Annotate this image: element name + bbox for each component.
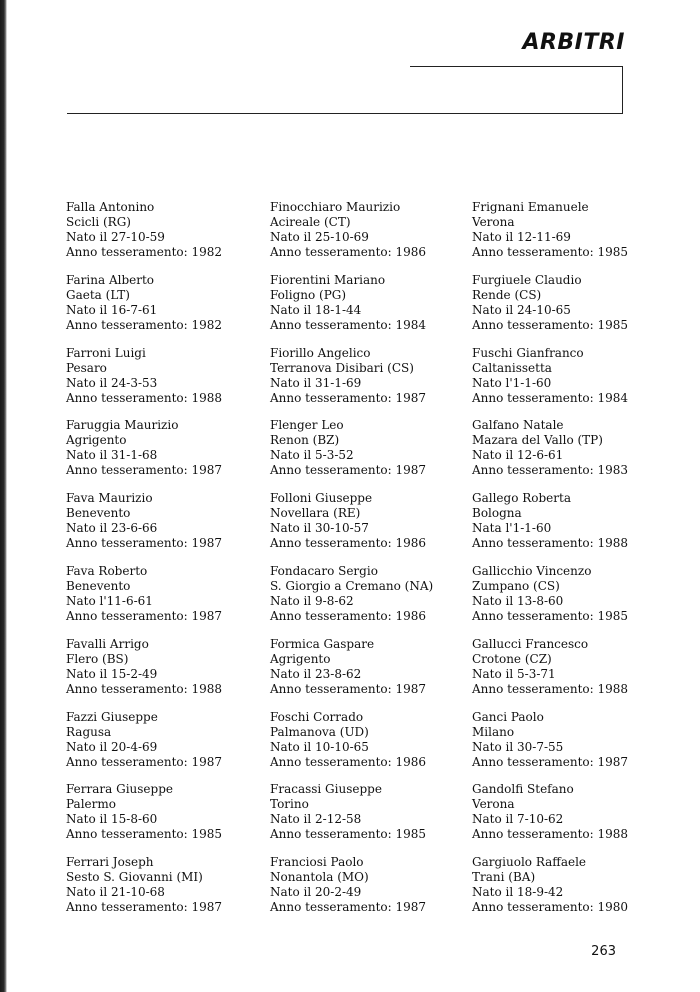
- referee-registration-year: Anno tesseramento: 1987: [66, 609, 223, 623]
- referee-birthdate: Nato il 24-10-65: [472, 302, 571, 317]
- referee-birthplace: Caltanissetta: [472, 360, 552, 375]
- referee-entry: [472, 782, 672, 842]
- referee-registration-year: Anno tesseramento: 1985: [270, 827, 427, 842]
- referee-registration-year: Anno tesseramento: 1986: [270, 754, 427, 769]
- referee-entry: [66, 346, 266, 406]
- referee-birthplace: Benevento: [66, 506, 131, 521]
- referee-name: Gandolfi Stefano: [472, 782, 574, 797]
- referee-entry: [66, 418, 266, 478]
- referee-birthdate: Nato il 10-10-65: [270, 739, 369, 754]
- referee-registration-year: Anno tesseramento: 1985: [472, 609, 629, 623]
- referee-birthplace: Trani (BA): [472, 870, 536, 885]
- referee-name: Fava Roberto: [66, 564, 148, 578]
- referee-name: Galfano Natale: [472, 418, 564, 433]
- header-rule-vertical: [622, 66, 623, 114]
- referee-birthplace: Verona: [472, 797, 515, 812]
- referee-registration-year: Anno tesseramento: 1984: [472, 390, 629, 405]
- referee-registration-year: Anno tesseramento: 1986: [270, 609, 427, 623]
- referee-birthdate: Nato il 20-2-49: [270, 885, 362, 900]
- referee-entry: [472, 273, 672, 333]
- referee-birthplace: Rende (CS): [472, 287, 542, 302]
- referee-birthplace: Flero (BS): [66, 651, 129, 666]
- referee-registration-year: Anno tesseramento: 1988: [472, 827, 629, 842]
- referee-registration-year: Anno tesseramento: 1988: [66, 681, 223, 696]
- referee-entry: [270, 564, 470, 624]
- referee-birthdate: Nato il 25-10-69: [270, 230, 369, 244]
- referee-birthdate: Nato il 21-10-68: [66, 885, 165, 900]
- referee-birthdate: Nato il 2-12-58: [270, 812, 362, 827]
- referee-birthplace: Agrigento: [66, 433, 127, 448]
- referee-birthplace: Acireale (CT): [270, 215, 351, 229]
- referee-name: Gallucci Francesco: [472, 636, 589, 651]
- referee-birthplace: Ragusa: [66, 724, 112, 739]
- referee-name: Fiorentini Mariano: [270, 272, 386, 287]
- referee-registration-year: Anno tesseramento: 1987: [66, 900, 223, 915]
- referee-entry: [270, 346, 470, 406]
- referee-birthplace: Gaeta (LT): [66, 287, 130, 302]
- referee-birthplace: S. Giorgio a Cremano (NA): [270, 579, 434, 593]
- referee-entry: [472, 200, 672, 260]
- referee-birthplace: Palermo: [66, 797, 116, 812]
- referee-birthplace: Palmanova (UD): [270, 724, 369, 739]
- referee-registration-year: Anno tesseramento: 1987: [66, 536, 223, 551]
- referee-entry: [472, 855, 672, 915]
- referee-entry: [270, 710, 470, 770]
- referee-name: Foschi Corrado: [270, 709, 364, 724]
- referee-registration-year: Anno tesseramento: 1984: [270, 317, 427, 332]
- referee-entry: [270, 855, 470, 915]
- referee-name: Fondacaro Sergio: [270, 564, 378, 578]
- referee-registration-year: Anno tesseramento: 1985: [472, 317, 629, 332]
- referee-birthdate: Nato il 15-2-49: [66, 666, 158, 681]
- referee-name: Gallego Roberta: [472, 491, 571, 506]
- referee-registration-year: Anno tesseramento: 1985: [66, 827, 223, 842]
- referee-birthdate: Nato il 12-6-61: [472, 448, 564, 463]
- referee-name: Farina Alberto: [66, 272, 155, 287]
- referee-birthdate: Nato il 5-3-52: [270, 448, 354, 463]
- referee-name: Faruggia Maurizio: [66, 418, 179, 433]
- referee-registration-year: Anno tesseramento: 1987: [270, 900, 427, 915]
- referee-name: Fazzi Giuseppe: [66, 709, 158, 724]
- referee-birthplace: Crotone (CZ): [472, 651, 552, 666]
- referee-registration-year: Anno tesseramento: 1982: [66, 317, 223, 332]
- referee-registration-year: Anno tesseramento: 1985: [472, 245, 629, 259]
- referee-birthdate: Nato il 31-1-69: [270, 375, 362, 390]
- referee-birthplace: Mazara del Vallo (TP): [472, 433, 603, 448]
- referee-registration-year: Anno tesseramento: 1987: [270, 681, 427, 696]
- referee-name: Formica Gaspare: [270, 636, 375, 651]
- page-title: ARBITRI: [522, 30, 625, 55]
- referee-birthdate: Nato l'11-6-61: [66, 594, 153, 608]
- referee-registration-year: Anno tesseramento: 1986: [270, 536, 427, 551]
- referee-name: Fiorillo Angelico: [270, 345, 371, 360]
- referee-entry: [270, 418, 470, 478]
- referee-birthdate: Nato il 7-10-62: [472, 812, 564, 827]
- page-number: 263: [591, 944, 616, 959]
- referee-registration-year: Anno tesseramento: 1987: [270, 390, 427, 405]
- referee-registration-year: Anno tesseramento: 1987: [270, 463, 427, 478]
- referee-name: Franciosi Paolo: [270, 855, 364, 870]
- referee-name: Gallicchio Vincenzo: [472, 564, 592, 578]
- referee-entry: [270, 782, 470, 842]
- referee-entry: [66, 273, 266, 333]
- referee-birthplace: Pesaro: [66, 360, 107, 375]
- referee-entry: [66, 710, 266, 770]
- referee-entry: [66, 782, 266, 842]
- referee-birthdate: Nato il 27-10-59: [66, 230, 165, 244]
- referee-birthplace: Benevento: [66, 579, 131, 593]
- referee-birthdate: Nato il 18-1-44: [270, 302, 362, 317]
- referee-birthplace: Foligno (PG): [270, 287, 347, 302]
- referee-entry: [270, 273, 470, 333]
- referee-registration-year: Anno tesseramento: 1980: [472, 900, 629, 915]
- referee-entry: [472, 564, 672, 624]
- referee-name: Ferrara Giuseppe: [66, 782, 173, 797]
- referee-birthdate: Nato il 20-4-69: [66, 739, 158, 754]
- referee-entry: [66, 855, 266, 915]
- referee-name: Fava Maurizio: [66, 491, 153, 506]
- header-rule-top: [410, 66, 623, 67]
- referee-name: Flenger Leo: [270, 418, 344, 433]
- referee-birthdate: Nato il 16-7-61: [66, 302, 158, 317]
- referee-registration-year: Anno tesseramento: 1987: [66, 463, 223, 478]
- referee-entry: [66, 491, 266, 551]
- referee-registration-year: Anno tesseramento: 1988: [472, 681, 629, 696]
- referee-name: Favalli Arrigo: [66, 636, 149, 651]
- referee-name: Frignani Emanuele: [472, 200, 589, 214]
- referee-name: Ferrari Joseph: [66, 855, 154, 870]
- referee-birthdate: Nato il 23-8-62: [270, 666, 362, 681]
- referee-entry: [472, 637, 672, 697]
- referee-birthdate: Nato il 24-3-53: [66, 375, 158, 390]
- referee-registration-year: Anno tesseramento: 1986: [270, 245, 427, 259]
- referee-birthdate: Nato il 18-9-42: [472, 885, 564, 900]
- referee-name: Ganci Paolo: [472, 709, 544, 724]
- referee-registration-year: Anno tesseramento: 1982: [66, 245, 223, 259]
- referee-birthdate: Nato il 30-7-55: [472, 739, 564, 754]
- referee-registration-year: Anno tesseramento: 1983: [472, 463, 629, 478]
- referee-name: Folloni Giuseppe: [270, 491, 373, 506]
- referee-birthdate: Nato il 31-1-68: [66, 448, 158, 463]
- referee-birthplace: Novellara (RE): [270, 506, 361, 521]
- referee-birthplace: Milano: [472, 724, 515, 739]
- referee-birthdate: Nato il 15-8-60: [66, 812, 158, 827]
- referee-birthdate: Nato il 12-11-69: [472, 230, 571, 244]
- referee-name: Farroni Luigi: [66, 345, 146, 360]
- header-rule-bottom: [67, 113, 623, 114]
- referee-entry: [270, 491, 470, 551]
- referee-entry: [66, 200, 266, 260]
- book-spine-shadow: [0, 0, 7, 992]
- referee-birthplace: Scicli (RG): [66, 215, 131, 229]
- referee-birthplace: Agrigento: [270, 651, 331, 666]
- referee-birthplace: Verona: [472, 215, 515, 229]
- referee-birthdate: Nato il 30-10-57: [270, 521, 369, 536]
- referee-birthplace: Torino: [270, 797, 309, 812]
- referee-name: Falla Antonino: [66, 200, 155, 214]
- referee-entry: [472, 346, 672, 406]
- referee-birthdate: Nato il 13-8-60: [472, 594, 564, 608]
- referee-entry: [66, 637, 266, 697]
- referee-birthplace: Bologna: [472, 506, 522, 521]
- referee-entry: [472, 418, 672, 478]
- referee-entry: [66, 564, 266, 624]
- referee-registration-year: Anno tesseramento: 1987: [472, 754, 629, 769]
- referee-name: Fuschi Gianfranco: [472, 345, 584, 360]
- referee-entry: [472, 710, 672, 770]
- referee-birthplace: Nonantola (MO): [270, 870, 369, 885]
- referee-birthdate: Nata l'1-1-60: [472, 521, 552, 536]
- referee-birthplace: Terranova Disibari (CS): [270, 360, 414, 375]
- referee-birthdate: Nato l'1-1-60: [472, 375, 552, 390]
- referee-entry: [472, 491, 672, 551]
- referee-birthdate: Nato il 23-6-66: [66, 521, 158, 536]
- referee-birthplace: Renon (BZ): [270, 433, 340, 448]
- referee-registration-year: Anno tesseramento: 1988: [66, 390, 223, 405]
- referee-entry: [270, 200, 470, 260]
- referee-entry: [270, 637, 470, 697]
- referee-registration-year: Anno tesseramento: 1988: [472, 536, 629, 551]
- referee-name: Fracassi Giuseppe: [270, 782, 382, 797]
- referee-birthplace: Sesto S. Giovanni (MI): [66, 870, 203, 885]
- referee-name: Finocchiaro Maurizio: [270, 200, 401, 214]
- referee-birthdate: Nato il 5-3-71: [472, 666, 556, 681]
- referee-name: Gargiuolo Raffaele: [472, 855, 587, 870]
- referee-birthplace: Zumpano (CS): [472, 579, 560, 593]
- referee-name: Furgiuele Claudio: [472, 272, 582, 287]
- referee-birthdate: Nato il 9-8-62: [270, 594, 354, 608]
- referee-registration-year: Anno tesseramento: 1987: [66, 754, 223, 769]
